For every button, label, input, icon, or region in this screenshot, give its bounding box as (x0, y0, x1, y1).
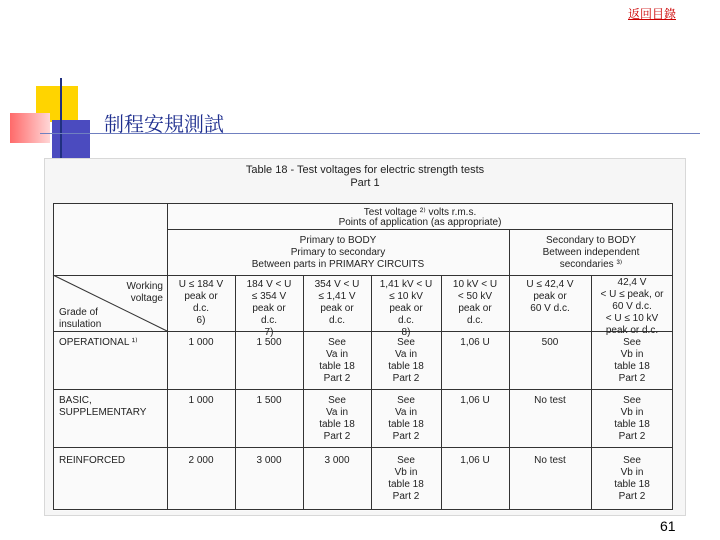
table-line (53, 447, 673, 448)
test-voltage-header: Test voltage ²⁾ volts r.m.s. (363, 207, 477, 218)
row-label-reinforced: REINFORCED (59, 455, 126, 466)
table-cell: See Va in table 18 Part 2 (319, 337, 355, 384)
column-header: 184 V < U ≤ 354 V peak or d.c. 7) (246, 279, 292, 338)
primary-group-header: Primary to BODY Primary to secondary Between parts in PRIMARY CIRCUITS (251, 235, 425, 270)
secondary-group-header: Secondary to BODY Between independent secondaries ³⁾ (542, 235, 640, 270)
table-line (167, 229, 673, 230)
table-line (53, 389, 673, 390)
table-line (509, 229, 510, 510)
table-cell: 1 000 (188, 337, 214, 348)
column-header: 10 kV < U < 50 kV peak or d.c. (452, 279, 498, 326)
table-cell: 1,06 U (460, 455, 490, 466)
table-cell: No test (534, 455, 566, 466)
decor-vertical-line (60, 78, 62, 158)
page-number: 61 (660, 518, 676, 534)
scanned-table-image (44, 158, 686, 516)
table-cell: 500 (541, 337, 559, 348)
table-cell: 1,06 U (460, 395, 490, 406)
row-label-basic-supplementary: BASIC, SUPPLEMENTARY (59, 395, 147, 418)
table-subtitle: Part 1 (350, 177, 380, 189)
table-line (53, 509, 673, 510)
table-title: Table 18 - Test voltages for electric strength tests (245, 164, 485, 176)
table-cell: 3 000 (324, 455, 350, 466)
return-to-contents-link[interactable]: 返回目錄 (628, 7, 677, 21)
grade-of-insulation-label: Grade of insulation (59, 307, 102, 330)
column-header: U ≤ 42,4 V peak or 60 V d.c. (526, 279, 574, 314)
table-cell: 3 000 (256, 455, 282, 466)
column-header: 354 V < U ≤ 1,41 V peak or d.c. (314, 279, 360, 326)
table-cell: No test (534, 395, 566, 406)
column-header: U ≤ 184 V peak or d.c. 6) (178, 279, 224, 326)
column-header: 1,41 kV < U ≤ 10 kV peak or d.c. 8) (379, 279, 433, 338)
table-line (53, 203, 673, 204)
decor-red-block (10, 113, 50, 143)
test-voltage-table (53, 203, 673, 511)
column-header: 42,4 V < U ≤ peak, or 60 V d.c. < U ≤ 10 kV peak or d.c. (600, 277, 664, 336)
table-line (53, 203, 54, 510)
row-label-operational: OPERATIONAL ¹⁾ (59, 337, 138, 348)
table-cell: 1 500 (256, 337, 282, 348)
table-cell: See Va in table 18 Part 2 (388, 395, 424, 442)
decor-blue-block (52, 120, 90, 158)
table-cell: See Vb in table 18 Part 2 (614, 455, 650, 502)
table-cell: 1 000 (188, 395, 214, 406)
points-of-application-header: Points of application (as appropriate) (338, 217, 502, 228)
table-cell: 2 000 (188, 455, 214, 466)
page-title: 制程安規測試 (104, 112, 224, 136)
table-cell: See Vb in table 18 Part 2 (614, 395, 650, 442)
table-cell: 1,06 U (460, 337, 490, 348)
table-cell: See Va in table 18 Part 2 (319, 395, 355, 442)
table-cell: See Vb in table 18 Part 2 (614, 337, 650, 384)
table-cell: 1 500 (256, 395, 282, 406)
table-cell: See Va in table 18 Part 2 (388, 337, 424, 384)
working-voltage-label: Working voltage (126, 281, 163, 304)
table-line (53, 331, 673, 332)
table-cell: See Vb in table 18 Part 2 (388, 455, 424, 502)
